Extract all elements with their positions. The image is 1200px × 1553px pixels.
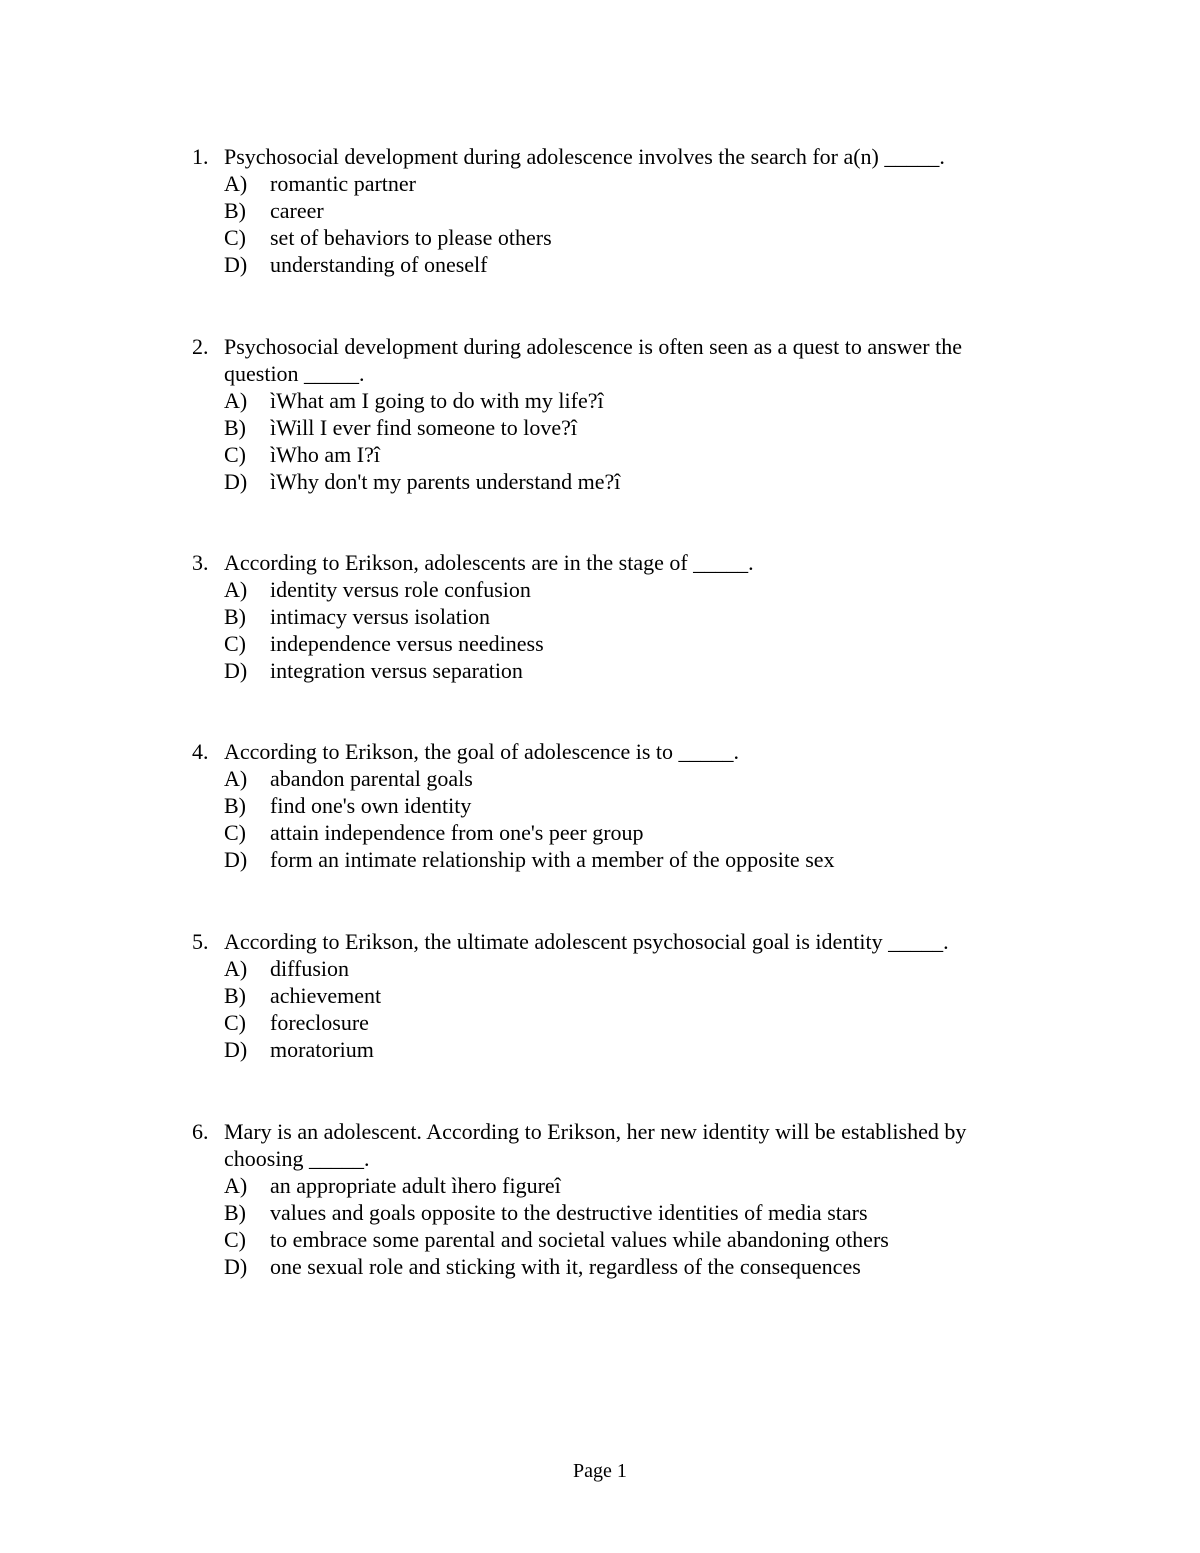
option-letter: D)	[224, 1254, 248, 1279]
option-letter: B)	[224, 604, 246, 629]
option-letter: C)	[224, 1010, 246, 1035]
option-letter: B)	[224, 1200, 246, 1225]
answer-option	[224, 576, 1032, 603]
option-letter: A)	[224, 171, 248, 196]
answer-option	[224, 1199, 1032, 1226]
option-text: integration versus separation	[270, 658, 523, 683]
option-letter: D)	[224, 847, 248, 872]
answer-option	[224, 603, 1032, 630]
option-letter: D)	[224, 1037, 248, 1062]
option-text: independence versus neediness	[270, 631, 544, 656]
option-letter: A)	[224, 766, 248, 791]
option-text: identity versus role confusion	[270, 577, 531, 602]
question-3	[192, 549, 1032, 684]
option-text: diffusion	[270, 956, 350, 981]
question-text: According to Erikson, the goal of adolescence is to _____.	[224, 739, 740, 764]
question-number: 4.	[192, 739, 209, 764]
answer-option	[224, 1036, 1032, 1063]
option-text: to embrace some parental and societal values while abandoning others	[270, 1227, 889, 1252]
answer-option	[224, 414, 1032, 441]
option-text: abandon parental goals	[270, 766, 473, 791]
question-2	[192, 333, 1032, 495]
question-number: 2.	[192, 334, 209, 359]
answer-option	[224, 468, 1032, 495]
answer-options	[224, 955, 1032, 1063]
option-text: an appropriate adult ìhero figureî	[270, 1173, 561, 1198]
option-letter: A)	[224, 388, 248, 413]
option-text: set of behaviors to please others	[270, 225, 552, 250]
question-text: According to Erikson, the ultimate adolescent psychosocial goal is identity _____.	[224, 929, 949, 954]
question-text: Psychosocial development during adolescence is often seen as a quest to answer the question _____.	[224, 334, 962, 386]
option-text: career	[270, 198, 324, 223]
question-number: 5.	[192, 929, 209, 954]
answer-option	[224, 657, 1032, 684]
answer-option	[224, 1226, 1032, 1253]
question-text: Mary is an adolescent. According to Erikson, her new identity will be established by choosing _____.	[224, 1119, 967, 1171]
question-6	[192, 1118, 1032, 1280]
option-text: ìWho am I?î	[270, 442, 380, 467]
option-text: romantic partner	[270, 171, 416, 196]
option-letter: A)	[224, 577, 248, 602]
answer-option	[224, 441, 1032, 468]
answer-option	[224, 1009, 1032, 1036]
answer-options	[224, 576, 1032, 684]
answer-option	[224, 197, 1032, 224]
answer-options	[224, 765, 1032, 873]
question-1	[192, 143, 1032, 278]
answer-option	[224, 224, 1032, 251]
option-letter: B)	[224, 793, 246, 818]
option-text: values and goals opposite to the destructive identities of media stars	[270, 1200, 868, 1225]
option-letter: B)	[224, 983, 246, 1008]
option-text: ìWhat am I going to do with my life?î	[270, 388, 604, 413]
answer-option	[224, 792, 1032, 819]
option-letter: B)	[224, 415, 246, 440]
option-text: moratorium	[270, 1037, 374, 1062]
option-text: attain independence from one's peer group	[270, 820, 644, 845]
option-text: intimacy versus isolation	[270, 604, 490, 629]
answer-options	[224, 387, 1032, 495]
option-text: achievement	[270, 983, 382, 1008]
question-number: 6.	[192, 1119, 209, 1144]
answer-option	[224, 170, 1032, 197]
option-letter: B)	[224, 198, 246, 223]
option-letter: C)	[224, 820, 246, 845]
option-letter: D)	[224, 469, 248, 494]
answer-option	[224, 982, 1032, 1009]
option-letter: D)	[224, 658, 248, 683]
option-text: find one's own identity	[270, 793, 472, 818]
answer-option	[224, 1253, 1032, 1280]
option-text: ìWill I ever find someone to love?î	[270, 415, 578, 440]
answer-option	[224, 819, 1032, 846]
answer-option	[224, 955, 1032, 982]
option-letter: A)	[224, 1173, 248, 1198]
option-letter: D)	[224, 252, 248, 277]
option-letter: C)	[224, 225, 246, 250]
answer-option	[224, 251, 1032, 278]
answer-option	[224, 387, 1032, 414]
answer-option	[224, 765, 1032, 792]
page-number: Page 1	[573, 1460, 627, 1482]
question-4	[192, 738, 1032, 873]
option-text: form an intimate relationship with a member of the opposite sex	[270, 847, 835, 872]
question-text: Psychosocial development during adolescence involves the search for a(n) _____.	[224, 144, 945, 169]
answer-option	[224, 846, 1032, 873]
answer-options	[224, 1172, 1032, 1280]
option-text: foreclosure	[270, 1010, 369, 1035]
option-text: understanding of oneself	[270, 252, 488, 277]
answer-options	[224, 170, 1032, 278]
question-text: According to Erikson, adolescents are in the stage of _____.	[224, 550, 754, 575]
question-number: 1.	[192, 144, 209, 169]
option-letter: C)	[224, 1227, 246, 1252]
option-text: one sexual role and sticking with it, regardless of the consequences	[270, 1254, 861, 1279]
answer-option	[224, 1172, 1032, 1199]
option-letter: C)	[224, 442, 246, 467]
option-letter: A)	[224, 956, 248, 981]
option-text: ìWhy don't my parents understand me?î	[270, 469, 621, 494]
answer-option	[224, 630, 1032, 657]
option-letter: C)	[224, 631, 246, 656]
question-number: 3.	[192, 550, 209, 575]
question-5	[192, 928, 1032, 1063]
